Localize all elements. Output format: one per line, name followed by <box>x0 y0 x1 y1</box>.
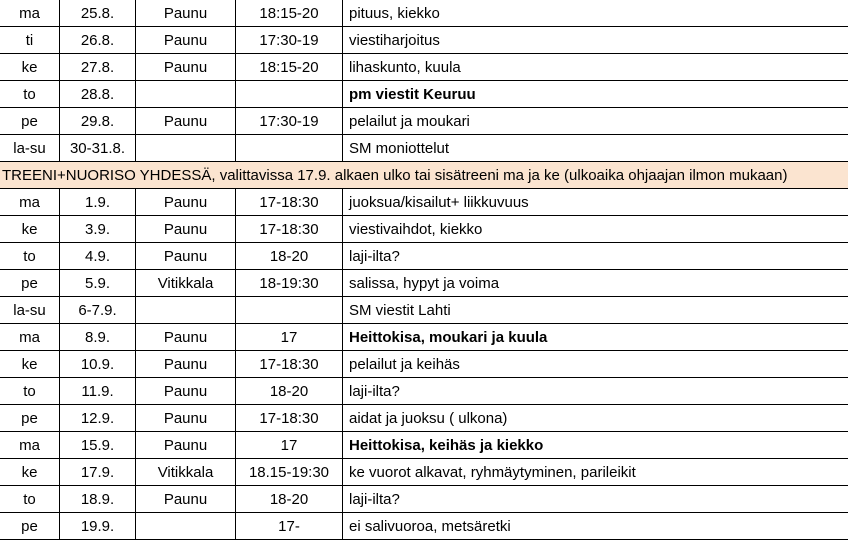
place-cell[interactable] <box>136 81 236 107</box>
topic-cell[interactable]: ke vuorot alkavat, ryhmäytyminen, parileikit <box>349 464 636 481</box>
day-cell[interactable]: to <box>0 81 60 107</box>
day-cell[interactable]: pe <box>0 513 60 539</box>
topic-cell[interactable]: laji-ilta? <box>349 248 400 265</box>
date-cell[interactable]: 17.9. <box>60 459 136 485</box>
time-cell[interactable]: 18:15-20 <box>236 0 343 26</box>
schedule-rows-august <box>0 0 848 162</box>
place-cell[interactable] <box>136 135 236 161</box>
time-cell[interactable]: 17:30-19 <box>236 108 343 134</box>
table-row <box>0 189 848 216</box>
table-row <box>0 243 848 270</box>
table-row <box>0 378 848 405</box>
place-cell[interactable]: Paunu <box>136 0 236 26</box>
time-cell[interactable]: 17-18:30 <box>236 216 343 242</box>
topic-cell[interactable]: pelailut ja moukari <box>349 113 470 130</box>
place-cell[interactable] <box>136 297 236 323</box>
time-cell[interactable]: 17:30-19 <box>236 27 343 53</box>
table-row <box>0 297 848 324</box>
time-cell[interactable] <box>236 135 343 161</box>
day-cell[interactable]: ti <box>0 27 60 53</box>
table-row <box>0 405 848 432</box>
date-cell[interactable]: 30-31.8. <box>60 135 136 161</box>
table-row <box>0 27 848 54</box>
table-row <box>0 108 848 135</box>
table-row <box>0 324 848 351</box>
day-cell[interactable]: la-su <box>0 135 60 161</box>
topic-cell[interactable]: Heittokisa, moukari ja kuula <box>349 329 548 346</box>
topic-cell[interactable]: viestivaihdot, kiekko <box>349 221 483 238</box>
place-cell[interactable]: Paunu <box>136 243 236 269</box>
day-cell[interactable]: to <box>0 243 60 269</box>
place-cell[interactable]: Paunu <box>136 351 236 377</box>
day-cell[interactable]: ke <box>0 216 60 242</box>
table-row <box>0 459 848 486</box>
topic-cell[interactable]: SM viestit Lahti <box>349 302 451 319</box>
date-cell[interactable]: 29.8. <box>60 108 136 134</box>
day-cell[interactable]: ke <box>0 351 60 377</box>
day-cell[interactable]: ma <box>0 432 60 458</box>
table-row <box>0 432 848 459</box>
date-cell[interactable]: 4.9. <box>60 243 136 269</box>
table-row <box>0 216 848 243</box>
banner-row <box>0 162 848 189</box>
time-cell[interactable]: 18:15-20 <box>236 54 343 80</box>
topic-cell[interactable]: salissa, hypyt ja voima <box>349 275 500 292</box>
time-cell[interactable] <box>236 297 343 323</box>
banner-cell[interactable]: TREENI+NUORISO YHDESSÄ, valittavissa 17.9. alkaen ulko tai sisätreeni ma ja ke (ulkoaika ohjaajan ilmon mukaan) <box>2 167 788 184</box>
place-cell[interactable] <box>136 513 236 539</box>
date-cell[interactable]: 8.9. <box>60 324 136 350</box>
table-row <box>0 0 848 27</box>
time-cell[interactable]: 18-19:30 <box>236 270 343 296</box>
topic-cell[interactable]: lihaskunto, kuula <box>349 59 461 76</box>
day-cell[interactable]: ma <box>0 324 60 350</box>
day-cell[interactable]: pe <box>0 108 60 134</box>
table-row <box>0 270 848 297</box>
day-cell[interactable]: to <box>0 486 60 512</box>
day-cell[interactable]: ke <box>0 459 60 485</box>
topic-cell[interactable]: aidat ja juoksu ( ulkona) <box>349 410 508 427</box>
time-cell[interactable]: 17 <box>236 324 343 350</box>
time-cell[interactable] <box>236 81 343 107</box>
place-cell[interactable]: Paunu <box>136 405 236 431</box>
day-cell[interactable]: pe <box>0 405 60 431</box>
schedule-rows-september <box>0 189 848 540</box>
time-cell[interactable]: 17- <box>236 513 343 539</box>
topic-cell[interactable]: pituus, kiekko <box>349 5 440 22</box>
date-cell[interactable]: 6-7.9. <box>60 297 136 323</box>
place-cell[interactable]: Paunu <box>136 216 236 242</box>
place-cell[interactable]: Paunu <box>136 486 236 512</box>
place-cell[interactable]: Paunu <box>136 108 236 134</box>
time-cell[interactable]: 18-20 <box>236 243 343 269</box>
day-cell[interactable]: ke <box>0 54 60 80</box>
place-cell[interactable]: Paunu <box>136 189 236 215</box>
time-cell[interactable]: 17-18:30 <box>236 189 343 215</box>
date-cell[interactable]: 28.8. <box>60 81 136 107</box>
date-cell[interactable]: 15.9. <box>60 432 136 458</box>
table-row <box>0 135 848 162</box>
date-cell[interactable]: 11.9. <box>60 378 136 404</box>
place-cell[interactable]: Vitikkala <box>136 459 236 485</box>
date-cell[interactable]: 1.9. <box>60 189 136 215</box>
table-row <box>0 486 848 513</box>
table-row <box>0 513 848 540</box>
topic-cell[interactable]: SM moniottelut <box>349 140 450 157</box>
topic-cell[interactable]: juoksua/kisailut+ liikkuvuus <box>349 194 529 211</box>
place-cell[interactable]: Paunu <box>136 324 236 350</box>
time-cell[interactable]: 17-18:30 <box>236 351 343 377</box>
date-cell[interactable]: 3.9. <box>60 216 136 242</box>
place-cell[interactable]: Paunu <box>136 432 236 458</box>
date-cell[interactable]: 12.9. <box>60 405 136 431</box>
topic-cell[interactable]: viestiharjoitus <box>349 32 440 49</box>
date-cell[interactable]: 27.8. <box>60 54 136 80</box>
date-cell[interactable]: 18.9. <box>60 486 136 512</box>
place-cell[interactable]: Vitikkala <box>136 270 236 296</box>
date-cell[interactable]: 25.8. <box>60 0 136 26</box>
date-cell[interactable]: 26.8. <box>60 27 136 53</box>
table-row <box>0 351 848 378</box>
time-cell[interactable]: 18-20 <box>236 378 343 404</box>
place-cell[interactable]: Paunu <box>136 54 236 80</box>
day-cell[interactable]: pe <box>0 270 60 296</box>
day-cell[interactable]: to <box>0 378 60 404</box>
topic-cell[interactable]: pm viestit Keuruu <box>349 86 476 103</box>
topic-cell[interactable]: ei salivuoroa, metsäretki <box>349 518 511 535</box>
topic-cell[interactable]: laji-ilta? <box>349 491 400 508</box>
topic-cell[interactable]: Heittokisa, keihäs ja kiekko <box>349 437 544 454</box>
time-cell[interactable]: 17-18:30 <box>236 405 343 431</box>
date-cell[interactable]: 5.9. <box>60 270 136 296</box>
table-row <box>0 54 848 81</box>
day-cell[interactable]: ma <box>0 189 60 215</box>
day-cell[interactable]: la-su <box>0 297 60 323</box>
day-cell[interactable]: ma <box>0 0 60 26</box>
place-cell[interactable]: Paunu <box>136 27 236 53</box>
topic-cell[interactable]: laji-ilta? <box>349 383 400 400</box>
topic-cell[interactable]: pelailut ja keihäs <box>349 356 460 373</box>
time-cell[interactable]: 18-20 <box>236 486 343 512</box>
time-cell[interactable]: 18.15-19:30 <box>236 459 343 485</box>
place-cell[interactable]: Paunu <box>136 378 236 404</box>
time-cell[interactable]: 17 <box>236 432 343 458</box>
date-cell[interactable]: 19.9. <box>60 513 136 539</box>
table-row <box>0 81 848 108</box>
date-cell[interactable]: 10.9. <box>60 351 136 377</box>
